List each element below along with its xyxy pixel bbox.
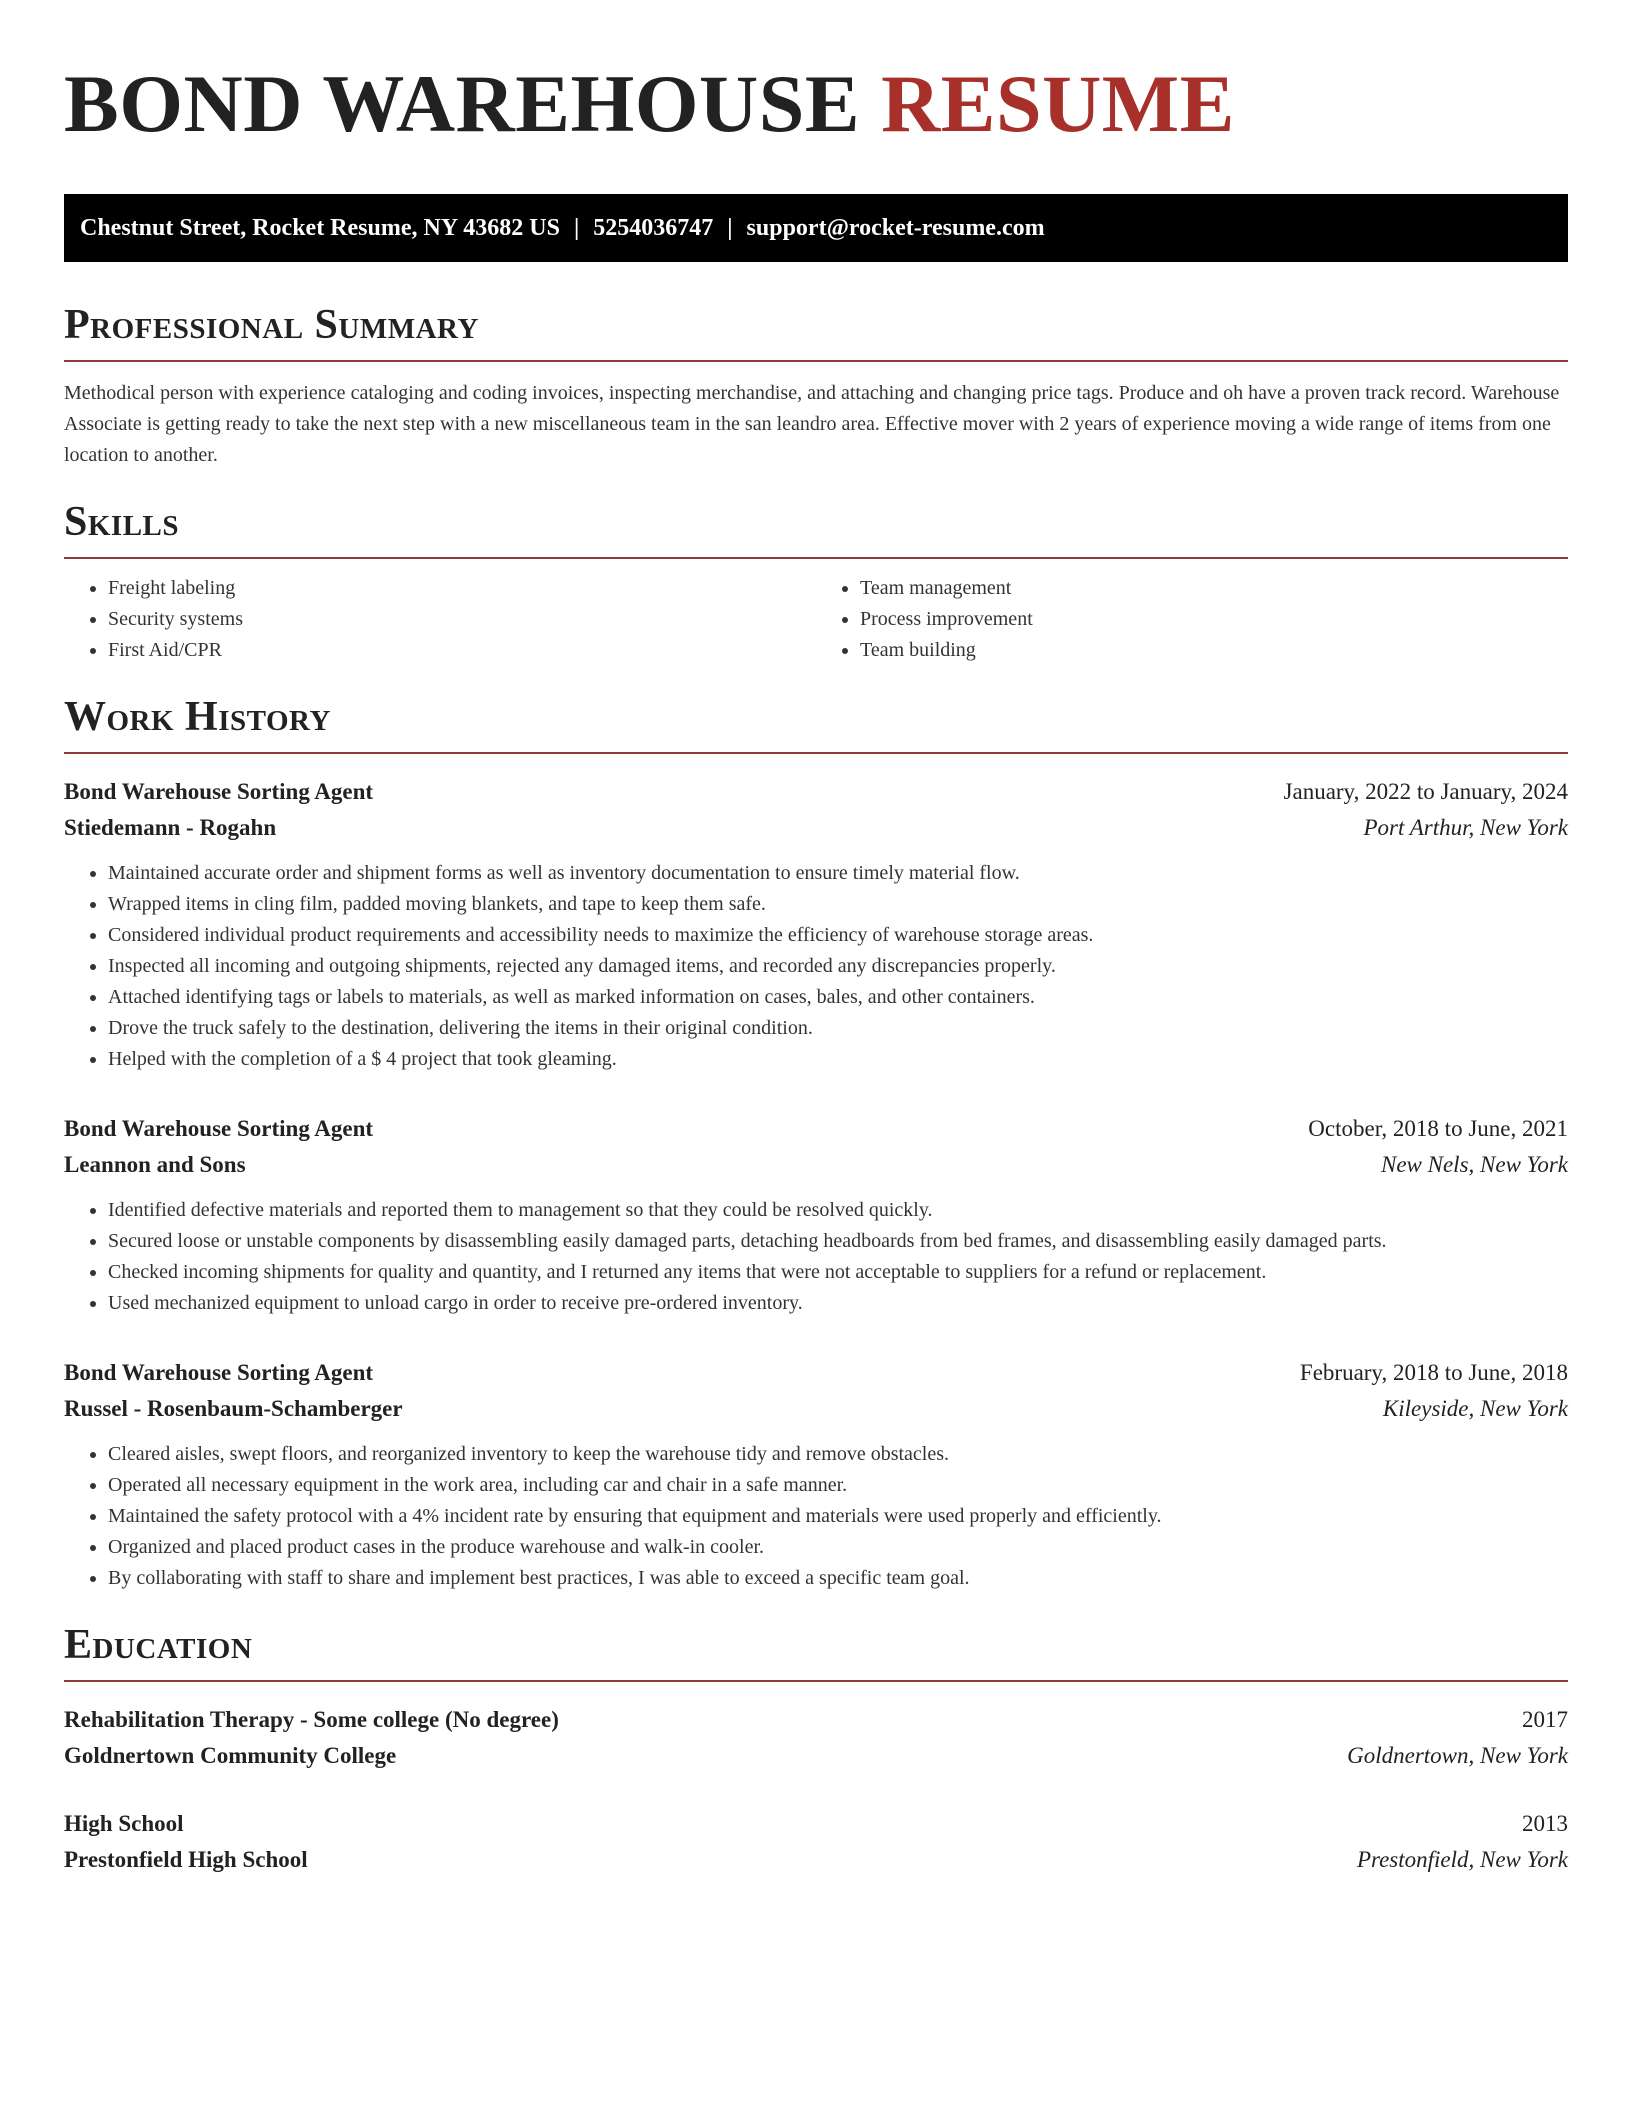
job-bullets (64, 1195, 1568, 1319)
resume-title (64, 58, 1568, 150)
title-accent: RESUME (881, 58, 1235, 149)
job-company: Russel - Rosenbaum-Schamberger (64, 1396, 403, 1421)
education-degree: Rehabilitation Therapy - Some college (No degree) (64, 1707, 559, 1732)
education-location: Goldnertown, New York (1347, 1743, 1568, 1768)
job-header-row (64, 1111, 1568, 1147)
job-bullet: • By collaborating with staff to share and implement best practices, I was able to exceed a specific team goal. (108, 1563, 1568, 1594)
job-bullet: • Secured loose or unstable components by disassembling easily damaged parts, detaching headboards from bed frames, and disassembling easily damaged parts. (108, 1226, 1568, 1257)
job-bullet: • Used mechanized equipment to unload cargo in order to receive pre-ordered inventory. (108, 1288, 1568, 1319)
contact-separator: | (573, 215, 580, 241)
education-section (64, 1622, 1568, 1878)
skill-item: • Process improvement (860, 604, 1568, 635)
job-bullets (64, 1439, 1568, 1594)
job-bullet: • Maintained accurate order and shipment forms as well as inventory documentation to ensure timely material flow. (108, 858, 1568, 889)
job-role: Bond Warehouse Sorting Agent (64, 779, 374, 804)
education-school: Goldnertown Community College (64, 1743, 397, 1768)
education-year: 2013 (1522, 1811, 1568, 1836)
section-title-summary: Professional Summary (64, 302, 1568, 362)
education-school-row (64, 1738, 1568, 1774)
skill-item: • First Aid/CPR (108, 635, 816, 666)
job-bullet: • Checked incoming shipments for quality and quantity, and I returned any items that were not acceptable to suppliers for a refund or replacement. (108, 1257, 1568, 1288)
education-degree-row (64, 1702, 1568, 1738)
education-year: 2017 (1522, 1707, 1568, 1732)
education-degree-row (64, 1806, 1568, 1842)
education-school-row (64, 1842, 1568, 1878)
section-title-skills: Skills (64, 499, 1568, 559)
job-header-row (64, 1355, 1568, 1391)
job-bullet: • Operated all necessary equipment in the work area, including car and chair in a safe manner. (108, 1470, 1568, 1501)
job-location: Port Arthur, New York (1363, 815, 1568, 840)
education-degree: High School (64, 1811, 184, 1836)
job-dates: February, 2018 to June, 2018 (1299, 1360, 1568, 1385)
summary-text: Methodical person with experience cataloging and coding invoices, inspecting merchandise, and attaching and changing price tags. Produce and oh have a proven track record. Warehouse Associate is getting ready to take the next step with a new miscellaneous team in the san leandro area. Effective mover with 2 years of experience moving a wide range of items from one location to another. (64, 382, 1560, 466)
job-company: Leannon and Sons (64, 1152, 246, 1177)
job-header-row (64, 774, 1568, 810)
skills-columns (64, 573, 1568, 666)
job-bullet: • Considered individual product requirements and accessibility needs to maximize the efficiency of warehouse storage areas. (108, 920, 1568, 951)
job-bullet: • Inspected all incoming and outgoing shipments, rejected any damaged items, and recorded any discrepancies properly. (108, 951, 1568, 982)
skills-list-left (64, 573, 816, 666)
job-bullet: • Cleared aisles, swept floors, and reorganized inventory to keep the warehouse tidy and remove obstacles. (108, 1439, 1568, 1470)
job-bullet: • Wrapped items in cling film, padded moving blankets, and tape to keep them safe. (108, 889, 1568, 920)
job-company-row (64, 810, 1568, 846)
job-bullet: • Maintained the safety protocol with a 4% incident rate by ensuring that equipment and materials were used properly and efficiently. (108, 1501, 1568, 1532)
skills-section (64, 499, 1568, 666)
job-company-row (64, 1147, 1568, 1183)
job-location: Kileyside, New York (1382, 1396, 1568, 1421)
job-bullet: • Organized and placed product cases in the produce warehouse and walk-in cooler. (108, 1532, 1568, 1563)
job-company-row (64, 1391, 1568, 1427)
job-role: Bond Warehouse Sorting Agent (64, 1116, 374, 1141)
skill-item: • Freight labeling (108, 573, 816, 604)
education-entry (64, 1806, 1568, 1878)
contact-separator: | (727, 215, 733, 241)
job-entry (64, 1355, 1568, 1594)
section-title-work: Work History (64, 694, 1568, 754)
job-entry (64, 774, 1568, 1075)
skill-item: • Security systems (108, 604, 816, 635)
summary-section (64, 302, 1568, 471)
job-bullets (64, 858, 1568, 1075)
education-entry (64, 1702, 1568, 1774)
job-bullet: • Helped with the completion of a $ 4 project that took gleaming. (108, 1044, 1568, 1075)
job-role: Bond Warehouse Sorting Agent (64, 1360, 374, 1385)
skill-item: • Team building (860, 635, 1568, 666)
contact-phone: 5254036747 (593, 215, 714, 241)
work-section (64, 694, 1568, 1594)
job-bullet: • Identified defective materials and reported them to management so that they could be resolved quickly. (108, 1195, 1568, 1226)
title-main: BOND WAREHOUSE (64, 58, 861, 149)
job-dates: January, 2022 to January, 2024 (1283, 779, 1568, 804)
job-bullet: • Attached identifying tags or labels to materials, as well as marked information on cases, bales, and other containers. (108, 982, 1568, 1013)
education-location: Prestonfield, New York (1356, 1847, 1568, 1872)
job-location: New Nels, New York (1380, 1152, 1568, 1177)
job-entry (64, 1111, 1568, 1319)
contact-bar (64, 194, 1568, 262)
skills-list-right (816, 573, 1568, 666)
section-title-education: Education (64, 1622, 1568, 1682)
skill-item: • Team management (860, 573, 1568, 604)
contact-email: support@rocket-resume.com (746, 215, 1045, 241)
education-school: Prestonfield High School (64, 1847, 308, 1872)
job-bullet: • Drove the truck safely to the destination, delivering the items in their original condition. (108, 1013, 1568, 1044)
job-dates: October, 2018 to June, 2021 (1308, 1116, 1568, 1141)
contact-address: Chestnut Street, Rocket Resume, NY 43682 US (80, 215, 560, 241)
job-company: Stiedemann - Rogahn (64, 815, 277, 840)
